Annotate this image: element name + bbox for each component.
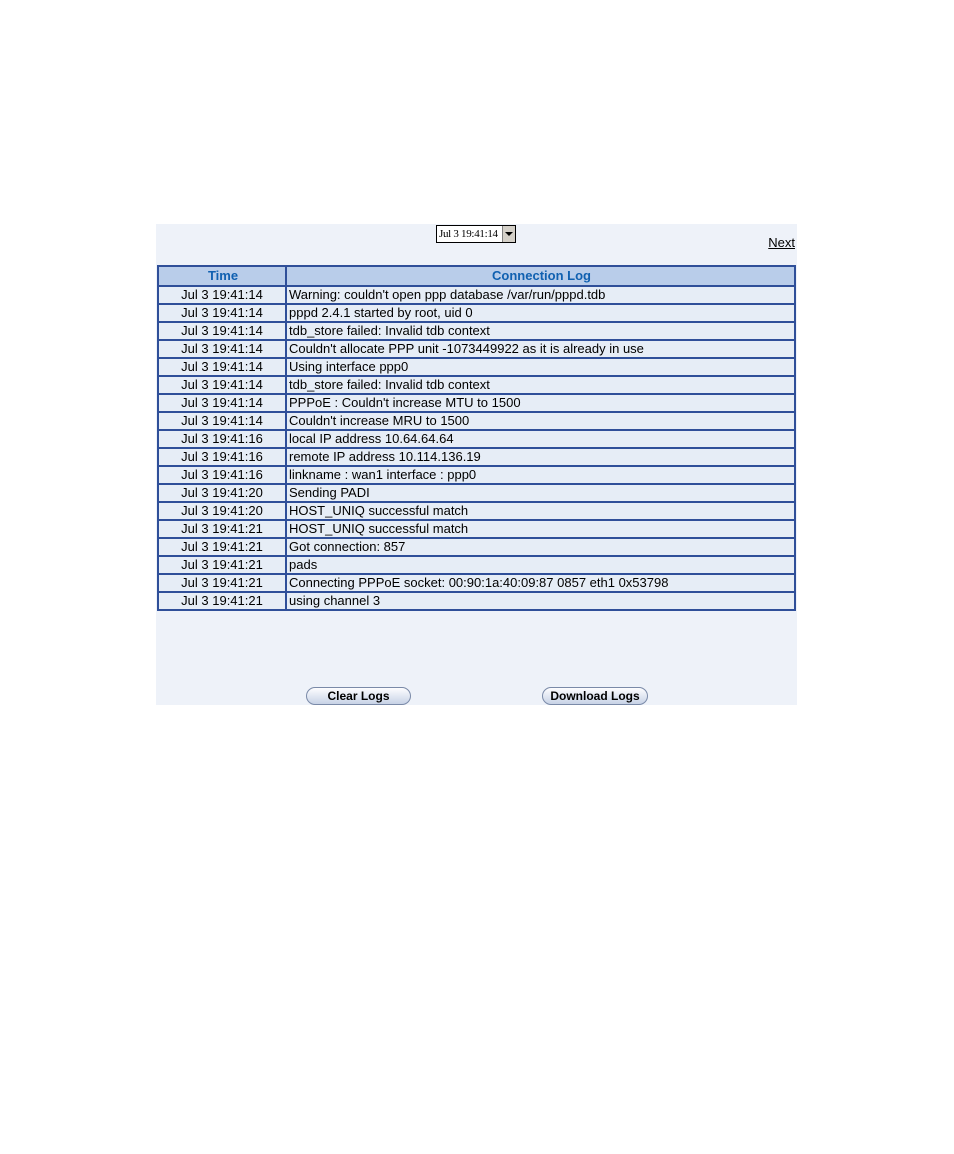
log-time-cell: Jul 3 19:41:21	[158, 574, 286, 592]
log-time-cell: Jul 3 19:41:16	[158, 466, 286, 484]
log-time-cell: Jul 3 19:41:16	[158, 448, 286, 466]
log-message-cell: Using interface ppp0	[286, 358, 795, 376]
clear-logs-button[interactable]: Clear Logs	[306, 687, 411, 705]
time-filter-select[interactable]	[436, 225, 516, 243]
column-header-time: Time	[158, 266, 286, 286]
table-row	[158, 394, 795, 412]
table-row	[158, 592, 795, 610]
log-time-cell: Jul 3 19:41:14	[158, 322, 286, 340]
log-message-cell: Couldn't allocate PPP unit -1073449922 as it is already in use	[286, 340, 795, 358]
table-row	[158, 502, 795, 520]
log-time-cell: Jul 3 19:41:21	[158, 538, 286, 556]
log-message-cell: Connecting PPPoE socket: 00:90:1a:40:09:87 0857 eth1 0x53798	[286, 574, 795, 592]
log-time-cell: Jul 3 19:41:20	[158, 484, 286, 502]
log-time-cell: Jul 3 19:41:21	[158, 556, 286, 574]
table-row	[158, 376, 795, 394]
log-time-cell: Jul 3 19:41:14	[158, 340, 286, 358]
table-row	[158, 574, 795, 592]
log-time-cell: Jul 3 19:41:21	[158, 520, 286, 538]
log-message-cell: PPPoE : Couldn't increase MTU to 1500	[286, 394, 795, 412]
log-message-cell: tdb_store failed: Invalid tdb context	[286, 376, 795, 394]
log-message-cell: linkname : wan1 interface : ppp0	[286, 466, 795, 484]
table-row	[158, 520, 795, 538]
download-logs-button[interactable]: Download Logs	[542, 687, 648, 705]
table-row	[158, 466, 795, 484]
log-time-cell: Jul 3 19:41:14	[158, 304, 286, 322]
log-time-cell: Jul 3 19:41:21	[158, 592, 286, 610]
log-message-cell: pppd 2.4.1 started by root, uid 0	[286, 304, 795, 322]
table-row	[158, 412, 795, 430]
table-row	[158, 484, 795, 502]
connection-log-table	[157, 265, 796, 611]
table-row	[158, 286, 795, 304]
log-time-cell: Jul 3 19:41:14	[158, 358, 286, 376]
log-message-cell: Sending PADI	[286, 484, 795, 502]
column-header-connection-log: Connection Log	[286, 266, 795, 286]
log-message-cell: HOST_UNIQ successful match	[286, 520, 795, 538]
table-row	[158, 322, 795, 340]
log-time-cell: Jul 3 19:41:14	[158, 394, 286, 412]
log-time-cell: Jul 3 19:41:14	[158, 286, 286, 304]
log-message-cell: Got connection: 857	[286, 538, 795, 556]
log-time-cell: Jul 3 19:41:14	[158, 412, 286, 430]
log-message-cell: pads	[286, 556, 795, 574]
log-message-cell: tdb_store failed: Invalid tdb context	[286, 322, 795, 340]
table-row	[158, 556, 795, 574]
time-filter-value: Jul 3 19:41:14	[439, 228, 498, 240]
log-message-cell: remote IP address 10.114.136.19	[286, 448, 795, 466]
table-row	[158, 304, 795, 322]
log-message-cell: local IP address 10.64.64.64	[286, 430, 795, 448]
table-row	[158, 358, 795, 376]
log-time-cell: Jul 3 19:41:14	[158, 376, 286, 394]
log-message-cell: HOST_UNIQ successful match	[286, 502, 795, 520]
log-message-cell: Warning: couldn't open ppp database /var/run/pppd.tdb	[286, 286, 795, 304]
table-row	[158, 448, 795, 466]
table-row	[158, 430, 795, 448]
next-page-link[interactable]: Next	[768, 235, 795, 250]
log-message-cell: using channel 3	[286, 592, 795, 610]
table-header-row	[158, 266, 795, 286]
log-time-cell: Jul 3 19:41:16	[158, 430, 286, 448]
table-row	[158, 538, 795, 556]
table-row	[158, 340, 795, 358]
log-message-cell: Couldn't increase MRU to 1500	[286, 412, 795, 430]
connection-log-panel	[156, 224, 797, 705]
chevron-down-icon[interactable]	[502, 226, 515, 242]
log-time-cell: Jul 3 19:41:20	[158, 502, 286, 520]
